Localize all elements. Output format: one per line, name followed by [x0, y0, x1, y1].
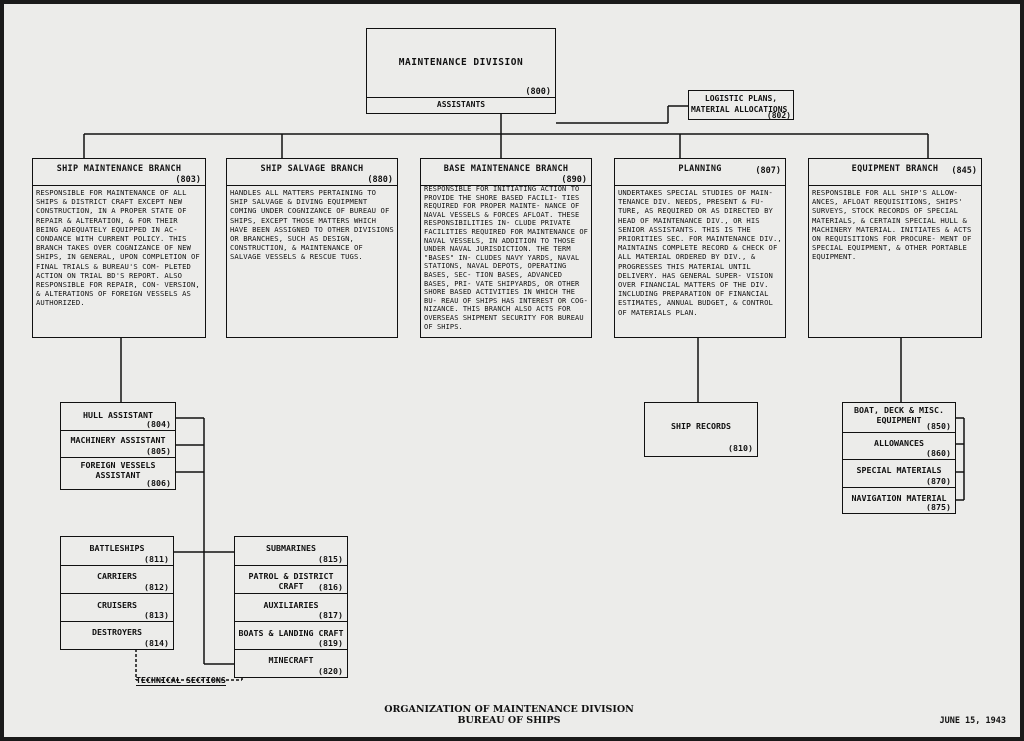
branch-ship-salvage — [226, 158, 398, 338]
branch-description: HANDLES ALL MATTERS PERTAINING TO SHIP SALVAGE & DIVING EQUIPMENT COMING UNDER COGNIZANCE OF BUREAU OF SHIPS, EXCEPT THOSE MATTERS WHICH HAVE BEEN ASSIGNED TO OTHER DIVISIONS OR BRANCHES, SUCH AS DESIGN, CONSTRUCTION, & MAINTENANCE OF SALVAGE VESSELS & RESCUE TUGS. — [230, 188, 394, 262]
cell-code: (819) — [318, 638, 343, 648]
cell-code: (850) — [926, 421, 951, 431]
branch-description: UNDERTAKES SPECIAL STUDIES OF MAIN- TENANCE DIV. NEEDS, PRESENT & FU- TURE, AS REQUIRED OR AS DIRECTED BY HEAD OF MAINTENANCE DIV., OR HIS SENIOR ASSISTANTS. THIS IS THE PRIORITIES SEC. FOR MAINTENANCE DIV., MAINTAINS COMPLETE RECORD & CHECK OF ALL MATERIAL ORDERED BY DIV., & PROGRESSES THIS MATERIAL UNTIL DELIVERY. HAS GENERAL SUPER- VISION OVER FINANCIAL MATTERS OF THE DIV. INCLUDING PREPARATION OF FINANCIAL ESTIMATES, ANNUAL BUDGET, & CONTROL OF MATERIALS PLAN. — [618, 188, 782, 317]
chart-caption — [364, 704, 654, 726]
cell-code: (805) — [146, 446, 171, 456]
equipment-cell — [843, 488, 955, 513]
cell-label: AUXILIARIES — [263, 600, 319, 610]
hull-assistant-cell — [61, 403, 175, 431]
cell-label: ALLOWANCES — [874, 438, 924, 448]
type-desk-cell — [61, 622, 173, 649]
logistic-line2: MATERIAL ALLOCATIONS — [691, 105, 788, 114]
type-desk-cell — [235, 537, 347, 566]
cell-code: (812) — [144, 582, 169, 592]
cell-label: MACHINERY ASSISTANT — [70, 435, 166, 445]
cell-code: (820) — [318, 666, 343, 676]
branch-header — [227, 159, 397, 186]
branch-title: EQUIPMENT BRANCH — [851, 164, 939, 174]
branch-code: (890) — [561, 175, 587, 185]
type-desk-cell — [235, 594, 347, 622]
cell-label: PATROL & DISTRICT CRAFT — [248, 571, 334, 591]
ship-records-label: SHIP RECORDS — [671, 421, 731, 431]
machinery-assistant-cell — [61, 431, 175, 458]
branch-header — [421, 159, 591, 186]
type-desks-left — [60, 536, 174, 650]
logistic-plans-box — [688, 90, 794, 120]
branch-title: BASE MAINTENANCE BRANCH — [443, 164, 569, 174]
foreign-vessels-cell — [61, 458, 175, 489]
cell-code: (806) — [146, 478, 171, 488]
cell-code: (816) — [318, 582, 343, 592]
cell-code: (815) — [318, 554, 343, 564]
branch-equipment — [808, 158, 982, 338]
ship-records-box — [644, 402, 758, 457]
cell-label: BOAT, DECK & MISC. EQUIPMENT — [854, 405, 944, 425]
caption-line2: BUREAU OF SHIPS — [457, 715, 561, 726]
type-desk-cell — [61, 566, 173, 594]
equipment-cell — [843, 433, 955, 460]
branch-header — [33, 159, 205, 186]
branch-title: PLANNING — [678, 164, 722, 174]
ship-records-code: (810) — [728, 443, 753, 453]
type-desk-cell — [235, 566, 347, 594]
type-desk-cell — [235, 650, 347, 677]
equipment-cell — [843, 460, 955, 488]
assistants-row — [367, 97, 555, 113]
cell-code: (870) — [926, 476, 951, 486]
cell-code: (817) — [318, 610, 343, 620]
equipment-cell — [843, 403, 955, 433]
hull-assistants-group — [60, 402, 176, 490]
logistic-code: (802) — [766, 111, 791, 120]
cell-label: BOATS & LANDING CRAFT — [238, 628, 344, 638]
caption-line1: ORGANIZATION OF MAINTENANCE DIVISION — [384, 704, 634, 715]
chart-paper — [4, 4, 1020, 737]
branch-title: SHIP SALVAGE BRANCH — [260, 164, 364, 174]
cell-label: HULL ASSISTANT — [83, 410, 153, 420]
cell-code: (860) — [926, 448, 951, 458]
branch-ship-maintenance — [32, 158, 206, 338]
chart-date: JUNE 15, 1943 — [939, 716, 1006, 726]
branch-header — [809, 159, 981, 186]
branch-description: RESPONSIBLE FOR INITIATING ACTION TO PROVIDE THE SHORE BASED FACILI- TIES REQUIRED FOR PROPER MAINTE- NANCE OF NAVAL VESSELS & FORCES AFLOAT. THESE RESPONSIBILITIES IN- CLUDE PRIVATE FACILITIES REQUIRED FOR MAINTENANCE OF NAVAL VESSELS, IN ADDITION TO THOSE UNDER NAVAL JURISDICTION. THE TERM "BASES" IN- CLUDES NAVY YARDS, NAVAL STATIONS, NAVAL DEPOTS, OPERATING BASES, SEC- TION BASES, ADVANCED BASES, PRI- VATE SHIPYARDS, OR OTHER SHORE BASED ACTIVITIES IN WHICH THE BU- REAU OF SHIPS HAS INTEREST OR COG- NIZANCE. THIS BRANCH ALSO ACTS FOR OVERSEAS SHIPMENT SECURITY FOR BUREAU OF SHIPS. — [424, 185, 588, 331]
cell-code: (811) — [144, 554, 169, 564]
branch-base-maintenance — [420, 158, 592, 338]
cell-label: MINECRAFT — [268, 655, 314, 665]
type-desk-cell — [61, 537, 173, 566]
division-code: (800) — [525, 87, 551, 97]
branch-description: RESPONSIBLE FOR ALL SHIP'S ALLOW- ANCES, AFLOAT REQUISITIONS, SHIPS' SURVEYS, STOCK RECORDS OF SPECIAL MATERIALS, & CERTAIN SPECIAL HULL & MACHINERY MATERIAL. INITIATES & ACTS ON REQUISITIONS FOR PROCURE- MENT OF SPECIAL EQUIPMENT, & OTHER PORTABLE EQUIPMENT. — [812, 188, 972, 262]
branch-code: (845) — [951, 166, 977, 176]
branch-code: (803) — [175, 175, 201, 185]
type-desks-right — [234, 536, 348, 678]
equipment-sections-group — [842, 402, 956, 514]
cell-label: BATTLESHIPS — [89, 543, 145, 553]
cell-label: DESTROYERS — [92, 627, 142, 637]
cell-label: CRUISERS — [97, 600, 137, 610]
cell-code: (814) — [144, 638, 169, 648]
branch-title: SHIP MAINTENANCE BRANCH — [56, 164, 182, 174]
cell-code: (813) — [144, 610, 169, 620]
division-title: MAINTENANCE DIVISION — [398, 57, 524, 68]
cell-label: SUBMARINES — [266, 543, 316, 553]
cell-label: SPECIAL MATERIALS — [856, 465, 942, 475]
maintenance-division-box — [366, 28, 556, 114]
cell-label: NAVIGATION MATERIAL — [851, 493, 947, 503]
logistic-line1: LOGISTIC PLANS, — [704, 94, 778, 103]
technical-sections-label: TECHNICAL SECTIONS — [136, 675, 226, 685]
branch-planning — [614, 158, 786, 338]
branch-description: RESPONSIBLE FOR MAINTENANCE OF ALL SHIPS & DISTRICT CRAFT EXCEPT NEW CONSTRUCTION, IN A PROPER STATE OF REPAIR & ALTERATION, & FOR THEIR BEING ADEQUATELY EQUIPPED IN AC- CONDANCE WITH CURRENT POLICY. THIS BRANCH TAKES OVER COGNIZANCE OF NEW SHIPS, IN GENERAL, UPON COMPLETION OF FINAL TRIALS & BUREAU'S COM- PLETED ACTION ON TRIAL BD'S REPORT. ALSO RESPONSIBLE FOR REPAIR, CON- VERSION, & ALTERATIONS OF FOREIGN VESSELS AS AUTHORIZED. — [36, 188, 200, 308]
cell-label: CARRIERS — [97, 571, 137, 581]
cell-label: FOREIGN VESSELS ASSISTANT — [80, 460, 156, 480]
branch-code: (807) — [755, 166, 781, 176]
assistants-label: ASSISTANTS — [436, 100, 486, 109]
type-desk-cell — [61, 594, 173, 622]
branch-header — [615, 159, 785, 186]
branch-code: (880) — [367, 175, 393, 185]
type-desk-cell — [235, 622, 347, 650]
cell-code: (804) — [146, 419, 171, 429]
cell-code: (875) — [926, 502, 951, 512]
